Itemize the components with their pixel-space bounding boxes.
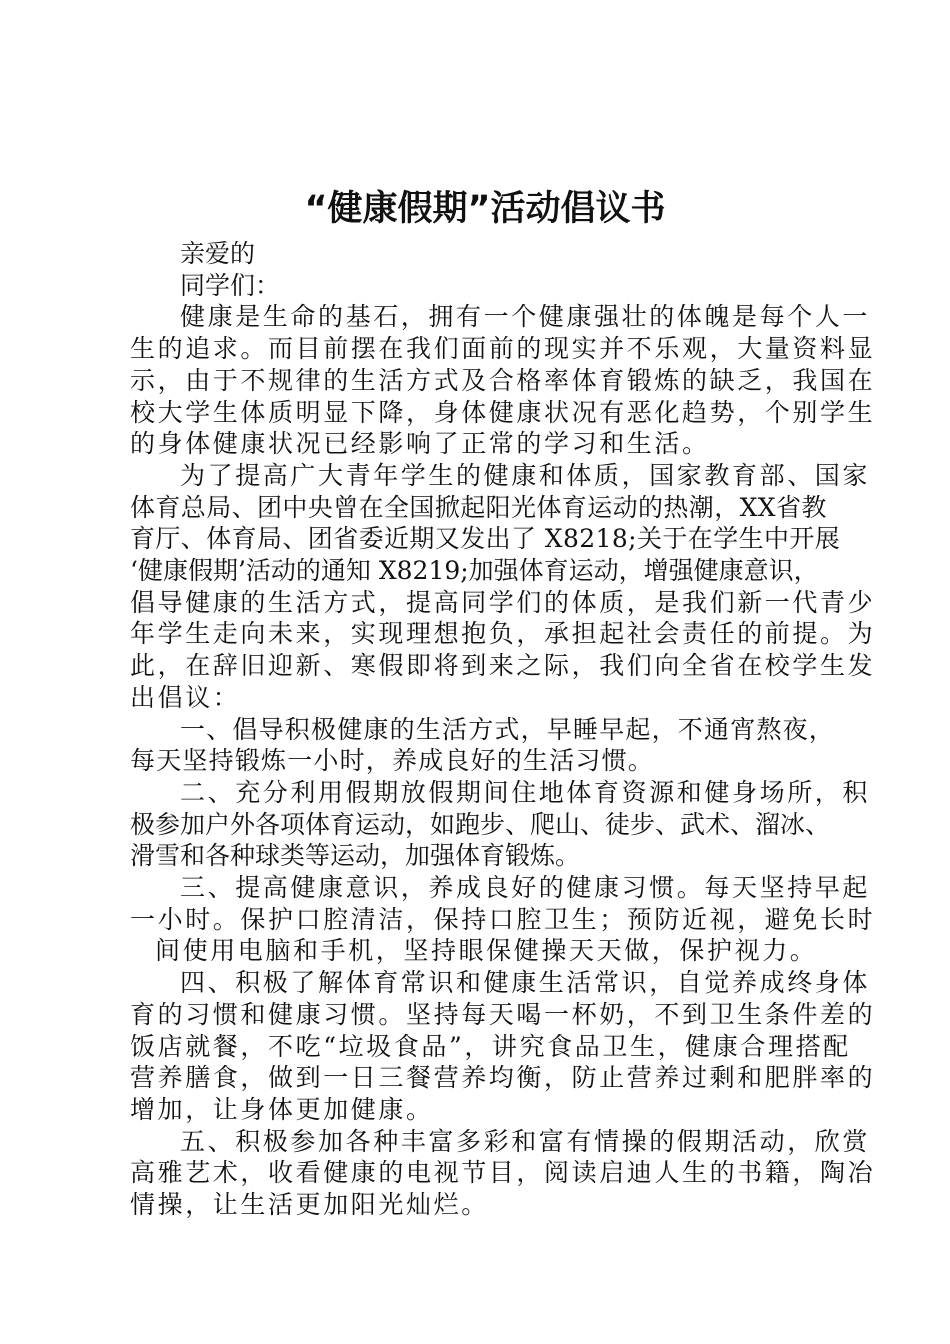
paragraph-line: 每天坚持锻炼一小时，养成良好的生活习惯。: [130, 746, 655, 776]
paragraph-line: 极参加户外各项体育运动，如跑步、爬山、徒步、武术、溜冰、: [130, 809, 831, 839]
proposal-4: [130, 967, 876, 1126]
paragraph-line: 五、积极参加各种丰富多彩和富有情操的假期活动，欣赏: [180, 1126, 871, 1156]
paragraph-line: 年学生走向未来，实现理想抱负，承担起社会责任的前提。为: [130, 619, 876, 649]
proposal-5: [130, 1126, 876, 1221]
paragraph-line: 间使用电脑和手机，坚持眼保健操天天做，保护视力。: [155, 936, 818, 966]
paragraph-line: 出倡议：: [130, 682, 241, 712]
paragraph-line: 情操，让生活更加阳光灿烂。: [130, 1190, 489, 1220]
paragraph-2: [130, 460, 876, 714]
proposal-1: [130, 714, 850, 777]
paragraph-line: 育厅、体育局、团省委近期又发出了 X8218;关于在学生中开展: [130, 524, 841, 554]
paragraph-line: 四、积极了解体育常识和健康生活常识，自觉养成终身体: [180, 968, 871, 998]
paragraph-line: ‘健康假期’活动的通知 X8219;加强体育运动，增强健康意识，: [130, 556, 819, 586]
document-body: [130, 238, 876, 1221]
paragraph-line: 此，在辞旧迎新、寒假即将到来之际，我们向全省在校学生发: [130, 651, 876, 681]
greeting-line-1: 亲爱的: [180, 239, 256, 268]
paragraph-line: 倡导健康的生活方式，提高同学们的体质，是我们新一代青少: [130, 587, 876, 617]
paragraph-line: 营养膳食，做到一日三餐营养均衡，防止营养过剩和肥胖率的: [130, 1063, 876, 1093]
paragraph-line: 体育总局、团中央曾在全国掀起阳光体育运动的热潮，XX省教: [130, 492, 827, 522]
paragraph-line: 示，由于不规律的生活方式及合格率体育锻炼的缺乏，我国在: [130, 365, 876, 395]
paragraph-line: 的身体健康状况已经影响了正常的学习和生活。: [130, 429, 710, 459]
paragraph-line: 滑雪和各种球类等运动，加强体育锻炼。: [130, 841, 581, 871]
paragraph-line: 三、提高健康意识，养成良好的健康习惯。每天坚持早起: [180, 873, 871, 903]
paragraph-line: 高雅艺术，收看健康的电视节目，阅读启迪人生的书籍，陶冶: [130, 1158, 876, 1188]
paragraph-line: 一、倡导积极健康的生活方式，早睡早起，不通宵熬夜，: [180, 714, 836, 744]
paragraph-line: 校大学生体质明显下降，身体健康状况有恶化趋势，个别学生: [130, 397, 876, 427]
proposal-2: [130, 777, 871, 872]
greeting-line-2: 同学们：: [180, 270, 281, 300]
paragraph-line: 健康是生命的基石，拥有一个健康强壮的体魄是每个人一: [180, 302, 871, 332]
paragraph-line: 二、充分利用假期放假期间住地体育资源和健身场所，积: [180, 777, 871, 807]
paragraph-line: 一小时。保护口腔清洁，保持口腔卫生；预防近视，避免长时: [130, 904, 876, 934]
proposal-3: [130, 872, 876, 967]
document-title: “健康假期”活动倡议书: [304, 189, 666, 229]
paragraph-line: 生的追求。而目前摆在我们面前的现实并不乐观，大量资料显: [130, 334, 876, 364]
paragraph-line: 育的习惯和健康习惯。坚持每天喝一杯奶，不到卫生条件差的: [130, 999, 876, 1029]
paragraph-line: 饭店就餐，不吃“垃圾食品”，讲究食品卫生，健康合理搭配: [130, 1031, 851, 1061]
paragraph-1: [130, 301, 876, 460]
paragraph-line: 增加，让身体更加健康。: [130, 1094, 434, 1124]
paragraph-line: 为了提高广大青年学生的健康和体质，国家教育部、国家: [180, 460, 871, 490]
